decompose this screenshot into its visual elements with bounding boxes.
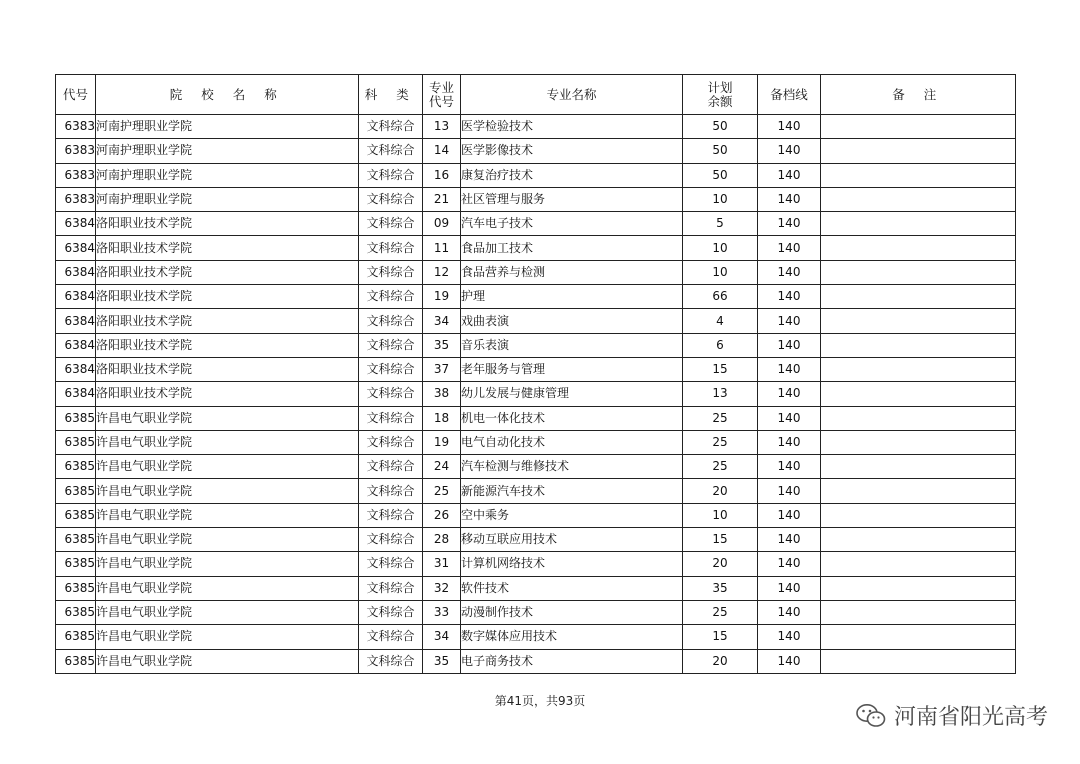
cell-line: 140 <box>758 333 821 357</box>
table-row <box>56 236 1016 260</box>
cell-major-code: 33 <box>423 600 461 624</box>
cell-line: 140 <box>758 430 821 454</box>
cell-code: 6385 <box>56 455 96 479</box>
table-row <box>56 430 1016 454</box>
cell-major: 老年服务与管理 <box>461 357 683 381</box>
cell-major: 戏曲表演 <box>461 309 683 333</box>
table-row <box>56 382 1016 406</box>
cell-plan: 10 <box>683 503 758 527</box>
wechat-icon <box>856 703 886 729</box>
table-header-row <box>56 75 1016 115</box>
cell-major-code: 16 <box>423 163 461 187</box>
cell-major-code: 25 <box>423 479 461 503</box>
table-body <box>56 115 1016 674</box>
cell-major: 医学影像技术 <box>461 139 683 163</box>
cell-category: 文科综合 <box>359 552 423 576</box>
cell-major-code: 12 <box>423 260 461 284</box>
cell-major: 软件技术 <box>461 576 683 600</box>
cell-code: 6385 <box>56 600 96 624</box>
header-major: 专业名称 <box>461 75 683 115</box>
cell-line: 140 <box>758 406 821 430</box>
cell-major: 数字媒体应用技术 <box>461 625 683 649</box>
table-row <box>56 649 1016 673</box>
cell-code: 6384 <box>56 212 96 236</box>
cell-major: 护理 <box>461 285 683 309</box>
cell-plan: 35 <box>683 576 758 600</box>
cell-note <box>821 212 1016 236</box>
cell-code: 6384 <box>56 285 96 309</box>
cell-category: 文科综合 <box>359 455 423 479</box>
cell-note <box>821 552 1016 576</box>
cell-note <box>821 260 1016 284</box>
cell-code: 6385 <box>56 649 96 673</box>
cell-major: 汽车检测与维修技术 <box>461 455 683 479</box>
cell-category: 文科综合 <box>359 187 423 211</box>
table-row <box>56 552 1016 576</box>
cell-major-code: 34 <box>423 309 461 333</box>
cell-plan: 15 <box>683 625 758 649</box>
cell-major-code: 26 <box>423 503 461 527</box>
cell-plan: 10 <box>683 187 758 211</box>
table-row <box>56 115 1016 139</box>
cell-code: 6383 <box>56 139 96 163</box>
cell-major-code: 13 <box>423 115 461 139</box>
cell-line: 140 <box>758 382 821 406</box>
cell-code: 6385 <box>56 625 96 649</box>
cell-school: 洛阳职业技术学院 <box>96 236 359 260</box>
cell-major: 移动互联应用技术 <box>461 528 683 552</box>
cell-school: 许昌电气职业学院 <box>96 455 359 479</box>
table-row <box>56 333 1016 357</box>
cell-school: 河南护理职业学院 <box>96 139 359 163</box>
cell-plan: 10 <box>683 236 758 260</box>
cell-major: 新能源汽车技术 <box>461 479 683 503</box>
brand-name: 河南省阳光高考 <box>893 705 1048 730</box>
cell-code: 6384 <box>56 357 96 381</box>
cell-note <box>821 649 1016 673</box>
cell-code: 6385 <box>56 528 96 552</box>
cell-plan: 4 <box>683 309 758 333</box>
cell-school: 许昌电气职业学院 <box>96 406 359 430</box>
cell-major: 空中乘务 <box>461 503 683 527</box>
cell-major-code: 34 <box>423 625 461 649</box>
header-plan <box>683 75 758 115</box>
cell-category: 文科综合 <box>359 649 423 673</box>
cell-line: 140 <box>758 212 821 236</box>
table-row <box>56 455 1016 479</box>
table-row <box>56 187 1016 211</box>
cell-major: 汽车电子技术 <box>461 212 683 236</box>
cell-category: 文科综合 <box>359 576 423 600</box>
cell-note <box>821 479 1016 503</box>
cell-note <box>821 625 1016 649</box>
header-major-code-label: 专业代号 <box>428 79 454 109</box>
cell-school: 许昌电气职业学院 <box>96 649 359 673</box>
cell-note <box>821 236 1016 260</box>
cell-plan: 50 <box>683 163 758 187</box>
cell-major-code: 19 <box>423 285 461 309</box>
cell-school: 许昌电气职业学院 <box>96 503 359 527</box>
cell-category: 文科综合 <box>359 479 423 503</box>
table-row <box>56 357 1016 381</box>
cell-school: 洛阳职业技术学院 <box>96 212 359 236</box>
table-row <box>56 479 1016 503</box>
cell-major: 机电一体化技术 <box>461 406 683 430</box>
cell-plan: 13 <box>683 382 758 406</box>
cell-code: 6384 <box>56 382 96 406</box>
cell-note <box>821 406 1016 430</box>
cell-line: 140 <box>758 552 821 576</box>
cell-category: 文科综合 <box>359 212 423 236</box>
cell-major: 社区管理与服务 <box>461 187 683 211</box>
header-plan-label: 计划余额 <box>707 79 733 109</box>
cell-school: 许昌电气职业学院 <box>96 479 359 503</box>
table-row <box>56 139 1016 163</box>
cell-category: 文科综合 <box>359 357 423 381</box>
cell-code: 6384 <box>56 333 96 357</box>
cell-category: 文科综合 <box>359 406 423 430</box>
cell-major-code: 35 <box>423 649 461 673</box>
header-major-code <box>423 75 461 115</box>
table-row <box>56 625 1016 649</box>
table-row <box>56 600 1016 624</box>
cell-category: 文科综合 <box>359 236 423 260</box>
cell-school: 许昌电气职业学院 <box>96 430 359 454</box>
cell-plan: 25 <box>683 455 758 479</box>
header-school: 院 校 名 称 <box>96 75 359 115</box>
cell-line: 140 <box>758 260 821 284</box>
cell-line: 140 <box>758 115 821 139</box>
table-row <box>56 212 1016 236</box>
cell-plan: 10 <box>683 260 758 284</box>
cell-code: 6385 <box>56 430 96 454</box>
header-line: 备档线 <box>758 75 821 115</box>
cell-category: 文科综合 <box>359 115 423 139</box>
cell-category: 文科综合 <box>359 163 423 187</box>
cell-line: 140 <box>758 479 821 503</box>
cell-note <box>821 455 1016 479</box>
cell-major: 计算机网络技术 <box>461 552 683 576</box>
cell-code: 6383 <box>56 163 96 187</box>
cell-plan: 66 <box>683 285 758 309</box>
table-row <box>56 163 1016 187</box>
cell-major-code: 37 <box>423 357 461 381</box>
header-note: 备 注 <box>821 75 1016 115</box>
cell-school: 河南护理职业学院 <box>96 187 359 211</box>
cell-major: 康复治疗技术 <box>461 163 683 187</box>
cell-school: 许昌电气职业学院 <box>96 576 359 600</box>
cell-code: 6385 <box>56 479 96 503</box>
cell-major: 音乐表演 <box>461 333 683 357</box>
cell-school: 许昌电气职业学院 <box>96 552 359 576</box>
cell-school: 河南护理职业学院 <box>96 115 359 139</box>
table-row <box>56 503 1016 527</box>
cell-major-code: 09 <box>423 212 461 236</box>
cell-major: 幼儿发展与健康管理 <box>461 382 683 406</box>
cell-major-code: 28 <box>423 528 461 552</box>
cell-line: 140 <box>758 455 821 479</box>
cell-category: 文科综合 <box>359 528 423 552</box>
table-row <box>56 285 1016 309</box>
cell-code: 6384 <box>56 236 96 260</box>
cell-school: 洛阳职业技术学院 <box>96 285 359 309</box>
cell-school: 洛阳职业技术学院 <box>96 382 359 406</box>
cell-line: 140 <box>758 236 821 260</box>
cell-line: 140 <box>758 163 821 187</box>
table-row <box>56 309 1016 333</box>
cell-major: 食品加工技术 <box>461 236 683 260</box>
cell-plan: 50 <box>683 115 758 139</box>
table-row <box>56 528 1016 552</box>
cell-note <box>821 333 1016 357</box>
cell-major: 动漫制作技术 <box>461 600 683 624</box>
cell-major: 电子商务技术 <box>461 649 683 673</box>
cell-note <box>821 309 1016 333</box>
cell-category: 文科综合 <box>359 333 423 357</box>
cell-note <box>821 285 1016 309</box>
cell-note <box>821 528 1016 552</box>
cell-school: 许昌电气职业学院 <box>96 600 359 624</box>
cell-note <box>821 187 1016 211</box>
cell-major-code: 32 <box>423 576 461 600</box>
cell-major: 医学检验技术 <box>461 115 683 139</box>
cell-code: 6383 <box>56 115 96 139</box>
cell-school: 洛阳职业技术学院 <box>96 357 359 381</box>
cell-major-code: 19 <box>423 430 461 454</box>
cell-code: 6385 <box>56 552 96 576</box>
cell-major-code: 38 <box>423 382 461 406</box>
cell-note <box>821 115 1016 139</box>
cell-note <box>821 139 1016 163</box>
cell-school: 许昌电气职业学院 <box>96 625 359 649</box>
admissions-table <box>55 74 1016 674</box>
cell-line: 140 <box>758 625 821 649</box>
table-row <box>56 576 1016 600</box>
brand-watermark <box>856 700 1048 731</box>
cell-major-code: 18 <box>423 406 461 430</box>
cell-major-code: 24 <box>423 455 461 479</box>
cell-note <box>821 163 1016 187</box>
cell-major: 食品营养与检测 <box>461 260 683 284</box>
cell-line: 140 <box>758 503 821 527</box>
cell-line: 140 <box>758 649 821 673</box>
cell-major-code: 21 <box>423 187 461 211</box>
cell-note <box>821 430 1016 454</box>
table-row <box>56 260 1016 284</box>
cell-category: 文科综合 <box>359 430 423 454</box>
cell-plan: 25 <box>683 406 758 430</box>
cell-category: 文科综合 <box>359 382 423 406</box>
cell-school: 洛阳职业技术学院 <box>96 309 359 333</box>
cell-note <box>821 503 1016 527</box>
header-code: 代号 <box>56 75 96 115</box>
cell-category: 文科综合 <box>359 309 423 333</box>
cell-note <box>821 576 1016 600</box>
page-number: 第41页，共93页 <box>494 694 586 708</box>
table-row <box>56 406 1016 430</box>
cell-code: 6384 <box>56 260 96 284</box>
cell-code: 6384 <box>56 309 96 333</box>
cell-plan: 50 <box>683 139 758 163</box>
cell-major-code: 14 <box>423 139 461 163</box>
cell-plan: 15 <box>683 357 758 381</box>
cell-school: 洛阳职业技术学院 <box>96 333 359 357</box>
cell-note <box>821 382 1016 406</box>
cell-category: 文科综合 <box>359 503 423 527</box>
cell-category: 文科综合 <box>359 600 423 624</box>
cell-major-code: 35 <box>423 333 461 357</box>
cell-plan: 5 <box>683 212 758 236</box>
header-category: 科 类 <box>359 75 423 115</box>
cell-line: 140 <box>758 600 821 624</box>
cell-major: 电气自动化技术 <box>461 430 683 454</box>
cell-plan: 25 <box>683 600 758 624</box>
cell-school: 洛阳职业技术学院 <box>96 260 359 284</box>
cell-school: 河南护理职业学院 <box>96 163 359 187</box>
cell-category: 文科综合 <box>359 625 423 649</box>
cell-code: 6385 <box>56 406 96 430</box>
cell-plan: 20 <box>683 649 758 673</box>
cell-code: 6385 <box>56 576 96 600</box>
cell-plan: 20 <box>683 552 758 576</box>
cell-note <box>821 600 1016 624</box>
cell-major-code: 11 <box>423 236 461 260</box>
cell-plan: 6 <box>683 333 758 357</box>
cell-category: 文科综合 <box>359 285 423 309</box>
cell-major-code: 31 <box>423 552 461 576</box>
cell-line: 140 <box>758 528 821 552</box>
cell-line: 140 <box>758 357 821 381</box>
cell-line: 140 <box>758 309 821 333</box>
cell-plan: 15 <box>683 528 758 552</box>
cell-code: 6385 <box>56 503 96 527</box>
cell-line: 140 <box>758 285 821 309</box>
cell-code: 6383 <box>56 187 96 211</box>
cell-line: 140 <box>758 187 821 211</box>
cell-plan: 20 <box>683 479 758 503</box>
cell-category: 文科综合 <box>359 260 423 284</box>
cell-category: 文科综合 <box>359 139 423 163</box>
cell-line: 140 <box>758 576 821 600</box>
cell-line: 140 <box>758 139 821 163</box>
cell-note <box>821 357 1016 381</box>
cell-school: 许昌电气职业学院 <box>96 528 359 552</box>
cell-plan: 25 <box>683 430 758 454</box>
